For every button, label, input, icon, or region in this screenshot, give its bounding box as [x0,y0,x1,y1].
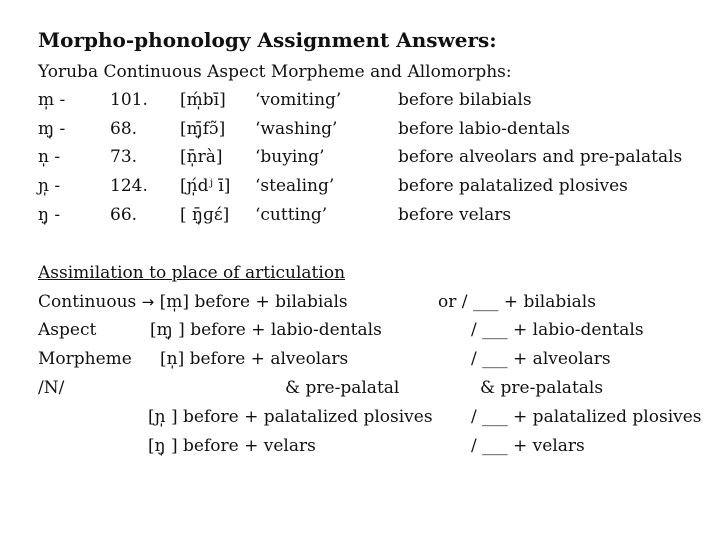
rule-alveolar: [n̩] before + alveolars [160,349,349,369]
allomorph-symbol: n̩ - [38,147,61,167]
allomorph-gloss: ‘cutting’ [255,205,328,225]
allomorph-example: [ḿ̩bī] [180,90,226,110]
rule-prepalatal-alt: & pre-palatals [480,378,604,398]
allomorph-count: 101. [110,90,148,110]
allomorph-gloss: ‘washing’ [255,119,338,139]
allomorph-symbol: ŋ̩ - [38,205,61,225]
rule-bilabial-alt: or / ___ + bilabials [438,292,596,312]
allomorph-row [0,205,720,233]
right-arrow-icon: → [141,293,155,311]
rule-alveolar-alt: / ___ + alveolars [471,349,611,369]
allomorph-count: 68. [110,119,138,139]
page-title: Morpho-phonology Assignment Answers: [38,28,497,52]
section-heading: Assimilation to place of articulation [38,263,346,283]
allomorph-count: 73. [110,147,138,167]
rule-bilabial: [m̩] before + bilabials [159,292,348,312]
label-continuous-text: Continuous [38,292,137,312]
allomorph-environment: before bilabials [398,90,532,110]
page-subtitle: Yoruba Continuous Aspect Morpheme and Allomorphs: [38,62,512,82]
label-aspect: Aspect [38,320,97,340]
allomorph-symbol: ɱ̩ - [38,119,66,139]
rule-palatalized: [ɲ̩ ] before + palatalized plosives [148,407,433,427]
allomorph-gloss: ‘vomiting’ [255,90,342,110]
label-morpheme: Morpheme [38,349,132,369]
rule-palatalized-alt: / ___ + palatalized plosives [471,407,702,427]
allomorph-environment: before palatalized plosives [398,176,628,196]
allomorph-environment: before alveolars and pre-palatals [398,147,683,167]
allomorph-gloss: ‘buying’ [255,147,325,167]
allomorph-row [0,176,720,204]
allomorph-example: [ɱ̩̄fɔ̃] [180,119,226,139]
rule-velar-alt: / ___ + velars [471,436,585,456]
allomorph-environment: before velars [398,205,512,225]
label-continuous [38,292,348,312]
allomorph-environment: before labio-dentals [398,119,570,139]
allomorph-example: [ɲ̩́dʲ ī] [180,176,231,196]
allomorph-row [0,119,720,147]
rule-prepalatal: & pre-palatal [285,378,400,398]
allomorph-count: 124. [110,176,148,196]
rule-velar: [ŋ̩ ] before + velars [148,436,316,456]
allomorph-example: [n̩̄rà] [180,147,223,167]
allomorph-gloss: ‘stealing’ [255,176,335,196]
label-archiphoneme: /N/ [38,378,65,398]
allomorph-count: 66. [110,205,138,225]
allomorph-row [0,90,720,118]
allomorph-symbol: m̩ - [38,90,66,110]
allomorph-symbol: ɲ̩ - [38,176,61,196]
allomorph-row [0,147,720,175]
rule-labiodental: [ɱ̩ ] before + labio-dentals [150,320,382,340]
rule-labiodental-alt: / ___ + labio-dentals [471,320,644,340]
allomorph-example: [ ŋ̩̄ɡɛ́] [180,205,230,225]
